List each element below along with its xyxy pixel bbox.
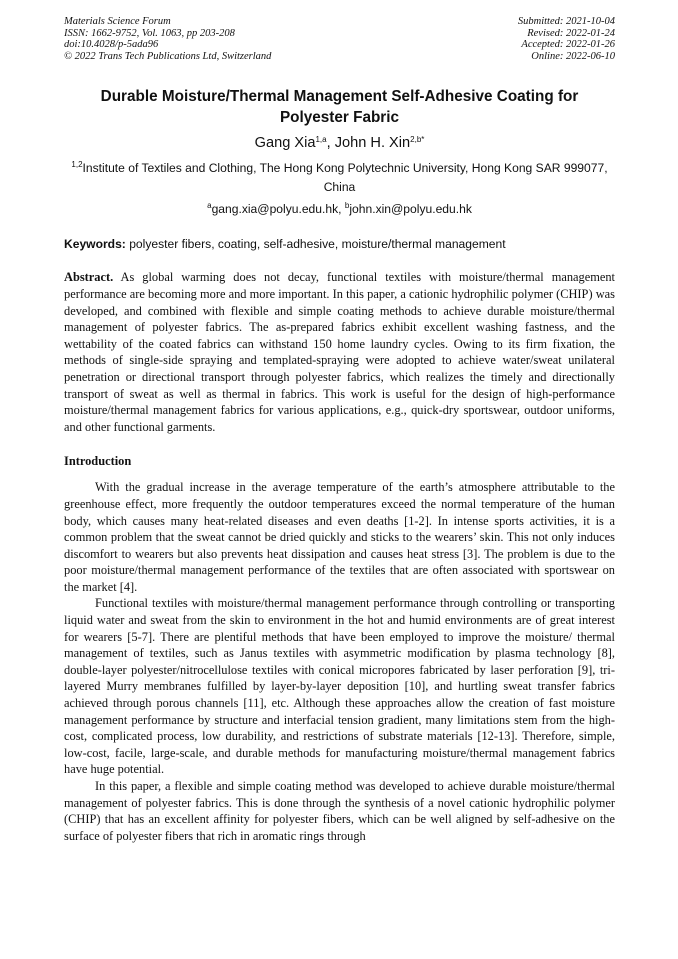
doi-line: doi:10.4028/p-5ada96: [64, 39, 159, 51]
journal-info: [64, 16, 271, 62]
abstract-label: Abstract.: [64, 270, 114, 285]
issn-line: ISSN: 1662-9752, Vol. 1063, pp 203-208: [64, 27, 235, 39]
accepted-date: Accepted: 2022-01-26: [521, 39, 615, 51]
journal-name: Materials Science Forum: [64, 16, 171, 27]
email-b-sup: b: [344, 201, 350, 211]
revised-date: Revised: 2022-01-24: [527, 27, 615, 39]
author-2-name: John H. Xin: [334, 135, 411, 152]
email-a-sup: a: [207, 201, 212, 211]
author-separator: ,: [326, 135, 335, 152]
keywords: [64, 236, 615, 252]
paper-title: Durable Moisture/Thermal Management Self-Adhesive Coating for Polyester Fabric: [100, 88, 579, 127]
submitted-date: Submitted: 2021-10-04: [517, 16, 615, 27]
author-list: [64, 133, 615, 153]
journal-header: [64, 16, 615, 62]
email-b[interactable]: john.xin@polyu.edu.hk: [349, 202, 472, 217]
online-date: Online: 2022-06-10: [531, 50, 615, 62]
date-info: [518, 16, 615, 62]
keywords-text: polyester fibers, coating, self-adhesive, moisture/thermal management: [125, 237, 506, 252]
abstract: [64, 269, 615, 435]
introduction-heading: Introduction: [64, 454, 132, 469]
author-1-name: Gang Xia: [254, 135, 316, 152]
copyright-line: © 2022 Trans Tech Publications Ltd, Switzerland: [64, 50, 272, 62]
paper-page: [64, 16, 615, 844]
abstract-text: As global warming does not decay, functional textiles with moisture/thermal management performance are becoming more and more important. In this paper, a cationic hydrophilic polymer (CHIP) was developed, and combined with flexible and simple coating methods to achieve durable moisture/thermal management of polyester fabrics. The as-prepared fabrics exhibit excellent washing fastness, and the wettability of the coated fabrics can withstand 150 home laundry cycles. Owing to its firm fixation, the methods of single-side spraying and templated-spraying were adopted to achieve water/sweat unilateral penetration or directional transport through polyester fabrics, which realizes the timely and directionally transport of sweat as well as thermal in fabrics. This work is useful for the design of high-performance moisture/thermal management fabrics for various applications, e.g., quick-dry sportswear, outdoor uniforms, and other functional garments.: [64, 270, 615, 434]
affiliation: [64, 159, 615, 197]
email-separator: ,: [338, 202, 345, 217]
intro-paragraph-2: Functional textiles with moisture/thermal management performance through controlling or transporting liquid water and sweat from the skin to environment in the hot and humid environments are of great interest for wearers [5-7]. There are plentiful methods that have been employed to improve the moisture/ thermal management of textiles, such as Janus textiles with asymmetric modification by plasma technology [8], double-layer polyester/nitrocellulose textiles with conical micropores fabricated by laser perforation [9], tri-layered Murry membranes fulfilled by layer-by-layer deposition [10], and hurtling sweat transfer fabrics achieved through porous channels [11], etc. Although these approaches allow the creation of fast moisture management performance by structure and interfacial tension gradient, many limitations stem from the high-cost, complicated process, low durability, and restrictions of substrate materials [12-13]. Therefore, simple, low-cost, facile, large-scale, and durable methods for manufacturing moisture/thermal management fabrics have huge potential.: [64, 596, 615, 777]
intro-paragraph-1: With the gradual increase in the average temperature of the earth’s atmosphere attributable to the greenhouse effect, more frequently the outdoor temperatures exceed the normal temperature of the human body, which causes many heat-related diseases and even deaths [1-2]. In intense sports activities, it is a common problem that the sweat cannot be dried quickly and sticks to the wearers’ skin. This not only induces discomfort to wearers but also prevents heat dissipation and causes heat stress [3]. The problem is due to the poor moisture/thermal management performance of the textiles that are often associated with sportswear on the market [4].: [64, 480, 615, 594]
email-a[interactable]: gang.xia@polyu.edu.hk: [211, 202, 339, 217]
keywords-label: Keywords:: [64, 237, 126, 252]
email-line: [64, 201, 615, 217]
author-2-sup: 2,b*: [410, 135, 425, 145]
affiliation-sup: 1,2: [71, 160, 83, 170]
intro-paragraph-3: In this paper, a flexible and simple coating method was developed to achieve durable moisture/thermal management of polyester fabrics. This is done through the synthesis of a novel cationic hydrophilic polymer (CHIP) that has an excellent affinity for polyester fibers, which can be well aligned by self-adhesive on the surface of polyester fibers that rich in aromatic rings through: [64, 779, 615, 843]
affiliation-text: Institute of Textiles and Clothing, The Hong Kong Polytechnic University, Hong Kong SAR 999077, China: [82, 161, 608, 195]
author-1-sup: 1,a: [315, 135, 327, 145]
